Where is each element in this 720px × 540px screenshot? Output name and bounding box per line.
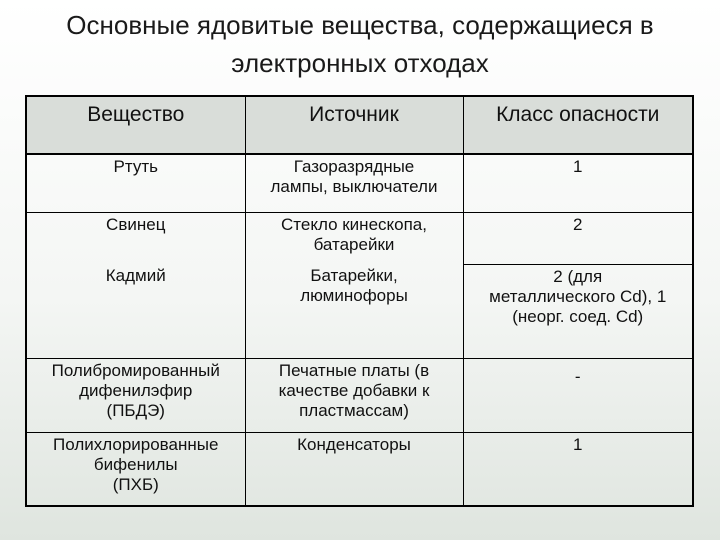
substance-line: дифенилэфир bbox=[79, 380, 193, 400]
substance-line: (ПБДЭ) bbox=[106, 400, 165, 420]
source-line: Конденсаторы bbox=[297, 434, 411, 454]
column-header-source: Источник bbox=[245, 96, 463, 154]
source-line: качестве добавки к bbox=[278, 380, 430, 400]
substance-cell bbox=[26, 212, 245, 264]
table-header-row bbox=[26, 96, 693, 154]
slide-title-line-1: Основные ядовитые вещества, содержащиеся в bbox=[66, 10, 654, 40]
source-line: Газоразрядные bbox=[293, 157, 415, 176]
substance-cell bbox=[26, 432, 245, 506]
hazard-class-line: 2 bbox=[573, 214, 583, 234]
substance-cell bbox=[26, 154, 245, 212]
hazard-class-cell bbox=[463, 212, 693, 264]
column-header-hazard-class: Класс опасности bbox=[463, 96, 693, 154]
substance-line: Кадмий bbox=[105, 266, 166, 285]
substance-cell bbox=[26, 358, 245, 432]
hazard-class-line: металлического Cd), 1 bbox=[489, 286, 667, 306]
hazard-class-cell bbox=[463, 358, 693, 432]
toxic-substances-table bbox=[25, 95, 694, 507]
substance-line: Полихлорированные bbox=[53, 434, 219, 454]
source-cell bbox=[245, 212, 463, 264]
substance-line: Свинец bbox=[106, 214, 166, 234]
substance-line: (ПХБ) bbox=[112, 474, 159, 494]
source-line: Батарейки, bbox=[310, 266, 398, 285]
source-cell bbox=[245, 154, 463, 212]
table-row bbox=[26, 358, 693, 432]
column-header-substance: Вещество bbox=[26, 96, 245, 154]
source-line: пластмассам) bbox=[299, 400, 409, 420]
table-row bbox=[26, 212, 693, 264]
hazard-class-line: - bbox=[574, 366, 581, 386]
source-cell bbox=[245, 432, 463, 506]
hazard-class-line: 1 bbox=[573, 434, 583, 454]
hazard-class-line: 2 (для bbox=[553, 266, 603, 286]
hazard-class-cell bbox=[463, 154, 693, 212]
source-cell bbox=[245, 358, 463, 432]
substance-line: бифенилы bbox=[93, 454, 178, 474]
hazard-class-line: (неорг. соед. Cd) bbox=[512, 306, 644, 326]
hazard-class-cell bbox=[463, 264, 693, 358]
source-cell bbox=[245, 264, 463, 358]
hazard-class-cell bbox=[463, 432, 693, 506]
slide-title bbox=[30, 6, 690, 82]
table-row bbox=[26, 154, 693, 212]
table-row bbox=[26, 264, 693, 358]
table-row bbox=[26, 432, 693, 506]
substance-line: Ртуть bbox=[113, 157, 158, 176]
source-line: лампы, выключатели bbox=[270, 177, 438, 196]
substance-cell bbox=[26, 264, 245, 358]
source-line: Печатные платы (в bbox=[278, 360, 430, 380]
source-line: люминофоры bbox=[300, 286, 408, 305]
source-line: батарейки bbox=[313, 234, 395, 254]
substance-line: Полибромированный bbox=[51, 360, 220, 380]
source-line: Стекло кинескопа, bbox=[281, 214, 427, 234]
hazard-class-line: 1 bbox=[573, 157, 583, 176]
slide-title-line-2: электронных отходах bbox=[231, 48, 489, 78]
